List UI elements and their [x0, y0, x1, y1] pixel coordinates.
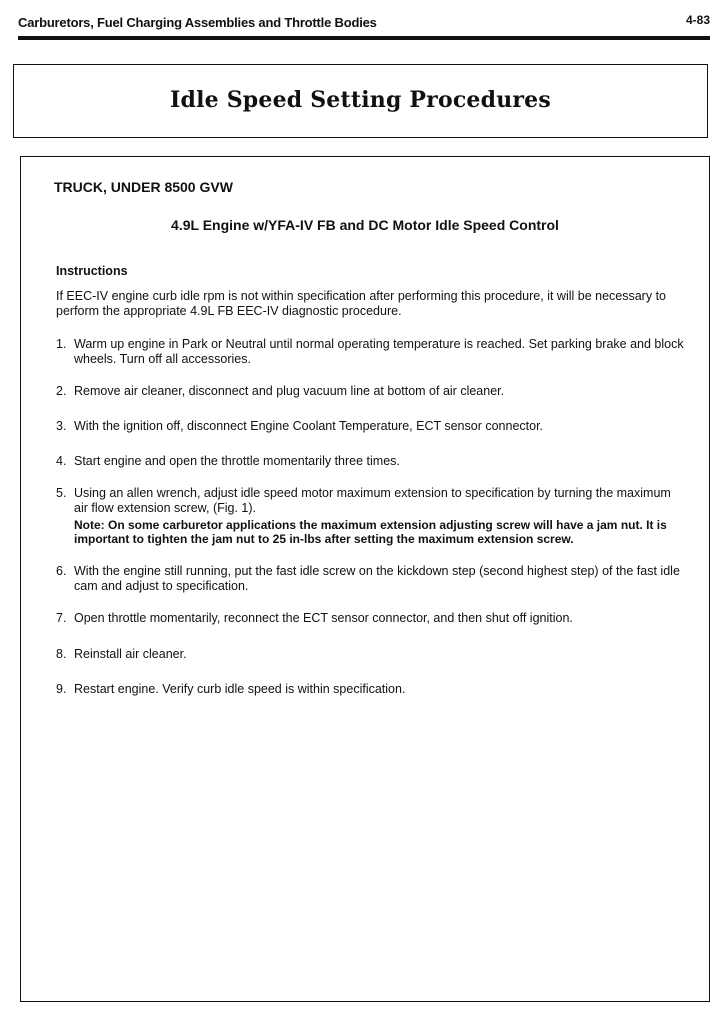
page-number: 4-83 [685, 13, 710, 27]
content-box [20, 156, 710, 1002]
page-title: Idle Speed Setting Procedures [170, 87, 551, 113]
step-text: Open throttle momentarily, reconnect the ECT sensor connector, and then shut off ignition. [74, 611, 573, 625]
step-number: 9. [56, 682, 67, 696]
step-item [56, 384, 686, 399]
instructions-heading: Instructions [56, 264, 128, 278]
step-item [56, 564, 686, 594]
step-text: With the engine still running, put the fast idle screw on the kickdown step (second highest step) of the fast idle cam and adjust to specification. [74, 564, 680, 593]
step-item [56, 611, 686, 626]
step-item [56, 454, 686, 469]
header-title: Carburetors, Fuel Charging Assemblies and Throttle Bodies [18, 15, 377, 30]
step-item [56, 647, 686, 662]
step-number: 6. [56, 564, 67, 578]
step-item [56, 419, 686, 434]
vehicle-class-heading: TRUCK, UNDER 8500 GVW [54, 179, 233, 195]
step-number: 3. [56, 419, 67, 433]
step-text: Warm up engine in Park or Neutral until normal operating temperature is reached. Set parking brake and block wheels. Turn off all accessories. [74, 337, 684, 366]
page-header [18, 10, 710, 40]
engine-subtitle: 4.9L Engine w/YFA-IV FB and DC Motor Idle Speed Control [171, 217, 559, 233]
intro-paragraph: If EEC-IV engine curb idle rpm is not within specification after performing this procedure, it will be necessary to perform the appropriate 4.9L FB EEC-IV diagnostic procedure. [56, 289, 666, 318]
step-number: 5. [56, 486, 67, 500]
step-number: 4. [56, 454, 67, 468]
step-text: Start engine and open the throttle momentarily three times. [74, 454, 400, 468]
step-text: With the ignition off, disconnect Engine Coolant Temperature, ECT sensor connector. [74, 419, 544, 433]
step-note: Note: On some carburetor applications the maximum extension adjusting screw will have a jam nut. It is important to tighten the jam nut to 25 in-lbs after setting the maximum extension screw. [74, 518, 667, 546]
step-text: Using an allen wrench, adjust idle speed motor maximum extension to specification by turning the maximum air flow extension screw, (Fig. 1). [74, 486, 671, 515]
step-number: 8. [56, 647, 67, 661]
step-text: Restart engine. Verify curb idle speed is within specification. [74, 682, 406, 696]
step-number: 7. [56, 611, 67, 625]
step-item [56, 337, 686, 367]
step-item [56, 486, 686, 546]
procedure-steps [56, 337, 686, 697]
step-text: Remove air cleaner, disconnect and plug vacuum line at bottom of air cleaner. [74, 384, 505, 398]
title-box [13, 64, 708, 138]
step-text: Reinstall air cleaner. [74, 647, 187, 661]
step-number: 2. [56, 384, 67, 398]
step-item [56, 682, 686, 697]
step-number: 1. [56, 337, 67, 351]
